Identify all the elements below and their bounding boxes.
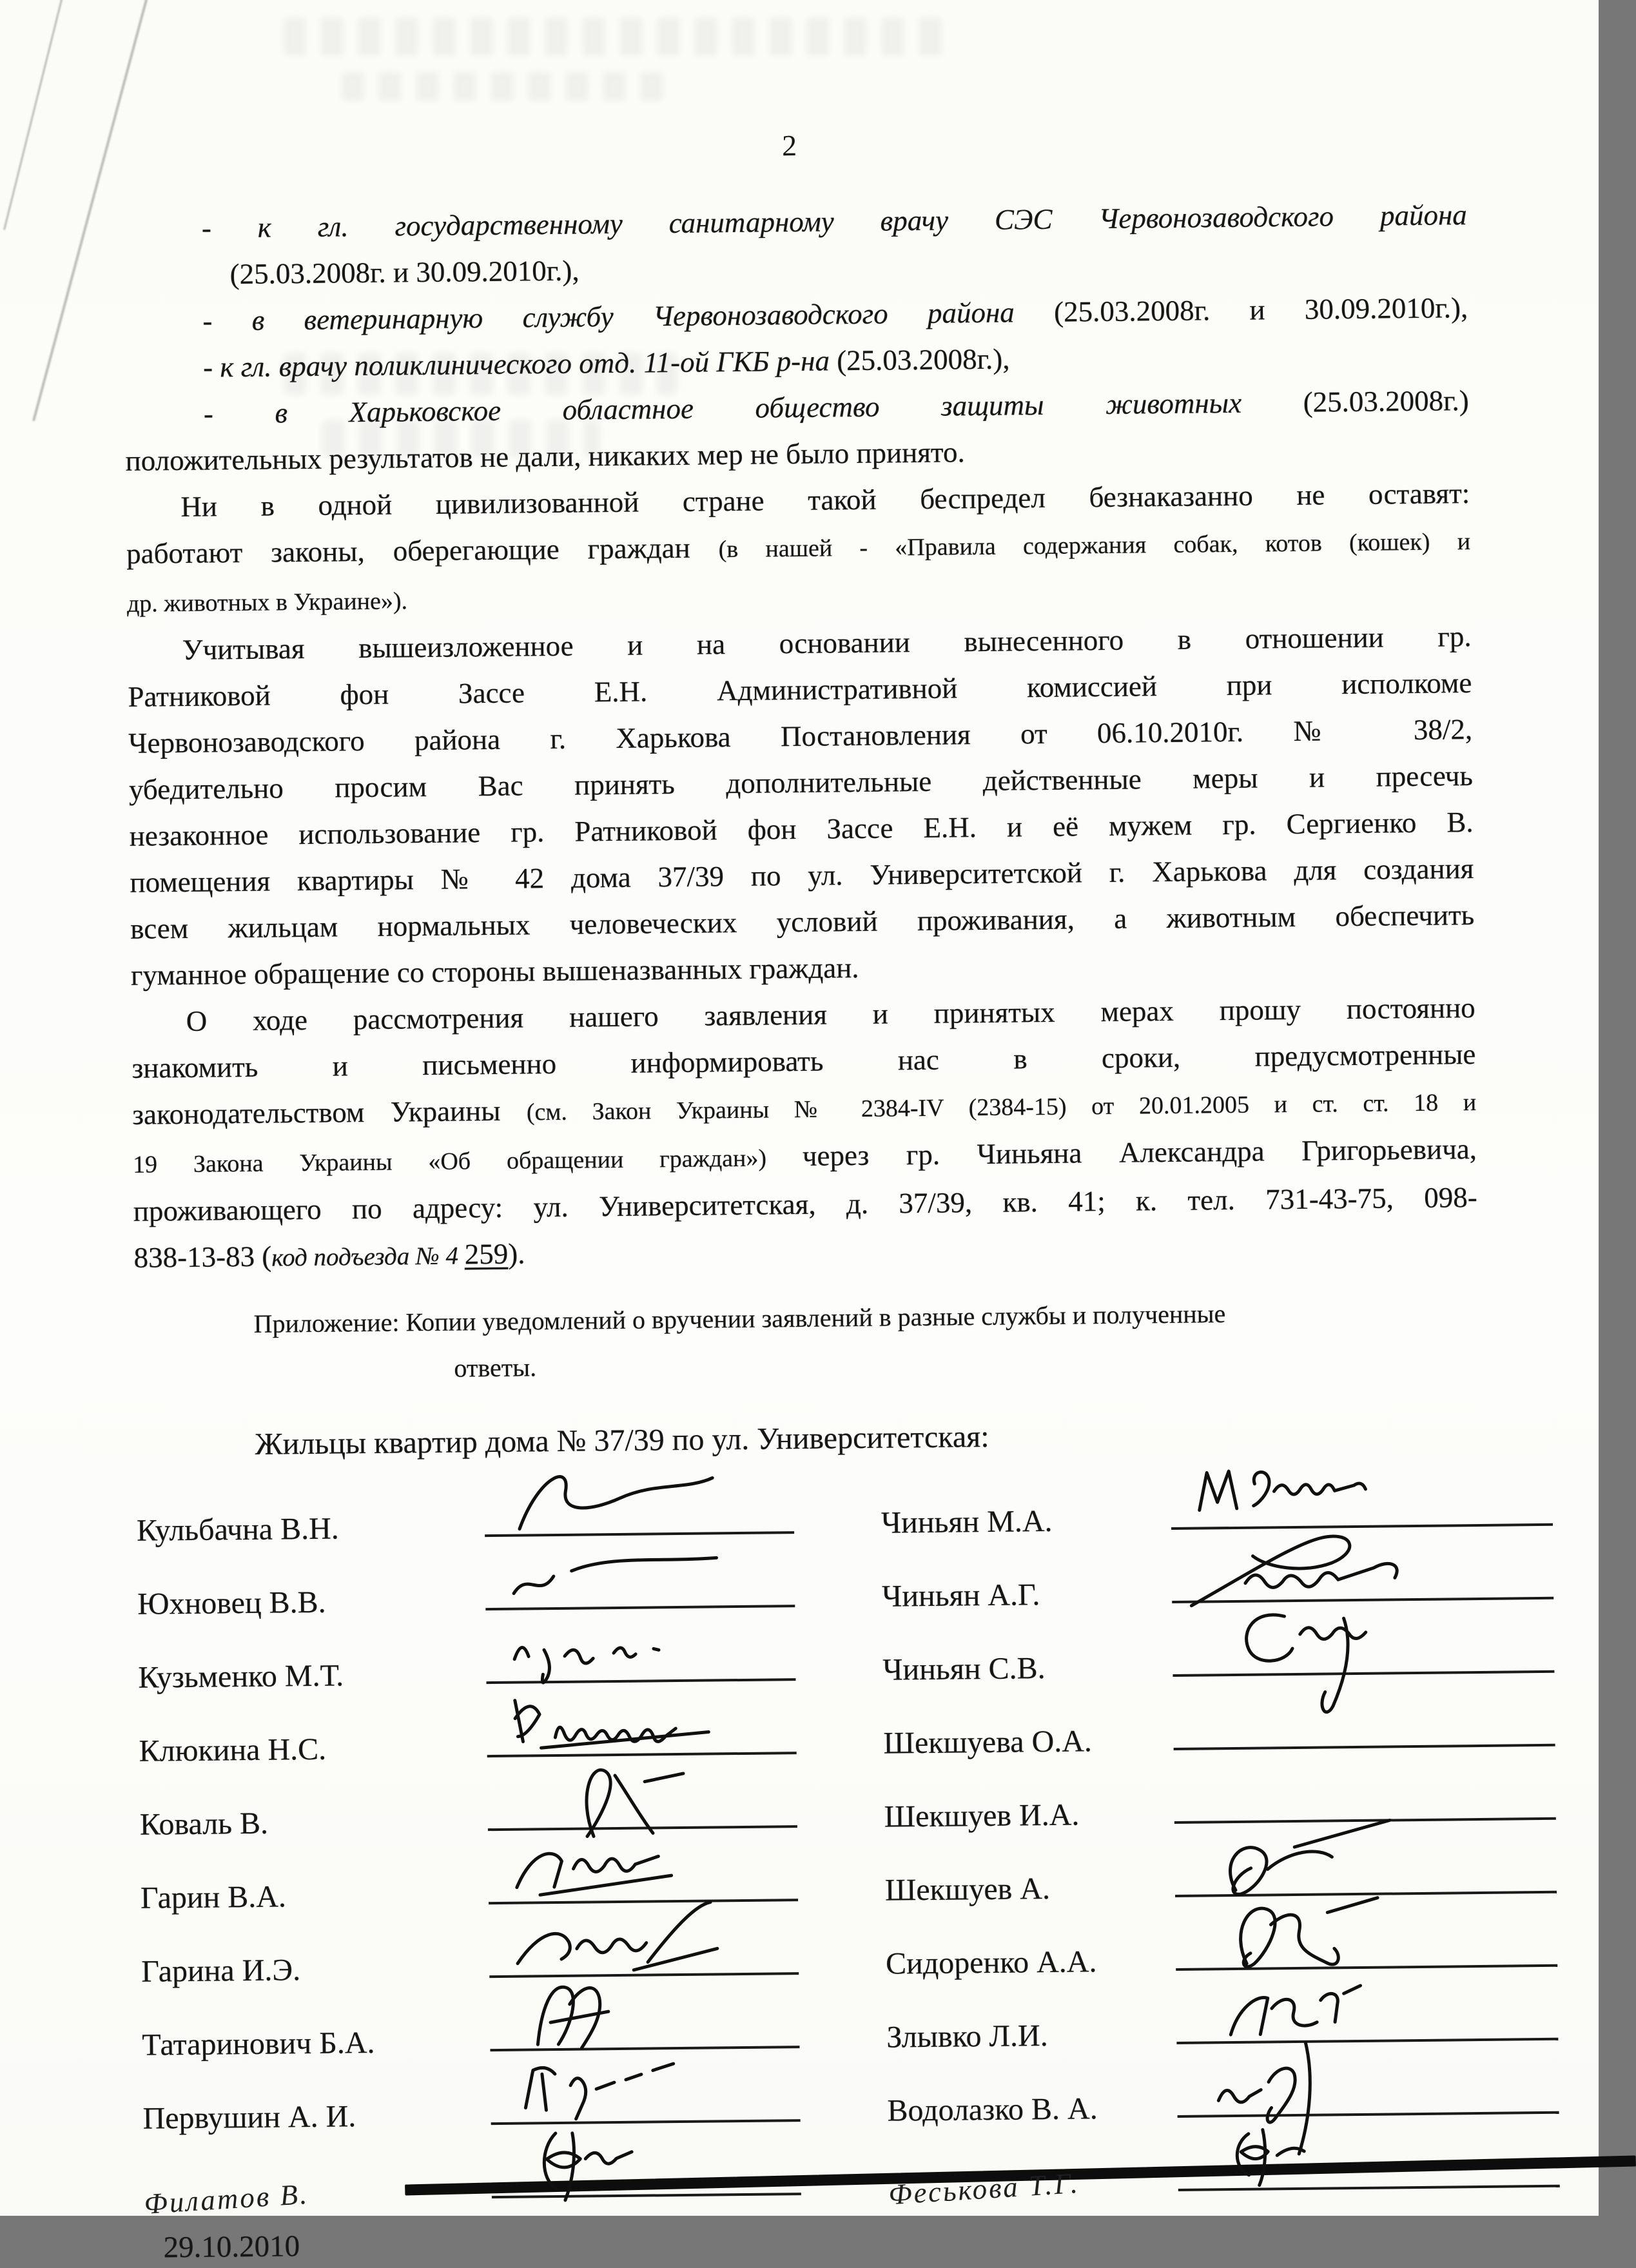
body-line-segment: знакомить и письменно информировать нас в сроки, предусмотренные	[131, 1038, 1476, 1084]
body-line-segment: 19 Закона Украины «Об обращении граждан»)	[132, 1144, 803, 1178]
signature-scribble	[1181, 1596, 1414, 1688]
resident-name: Шекшуев И.А.	[884, 1797, 1080, 1834]
resident-name: Шекшуева О.А.	[883, 1724, 1093, 1761]
body-line-segment: - в ветеринарную службу Червонозаводского района	[202, 295, 1055, 337]
attachment-note	[253, 1288, 1479, 1394]
body-line-segment: 259	[464, 1237, 509, 1271]
body-line-segment: Ни в одной цивилизованной стране такой беспредел безнаказанно не оставят:	[180, 477, 1470, 523]
signature-line	[492, 2189, 801, 2198]
resident-name: Клюкина Н.С.	[139, 1732, 327, 1768]
signature-row	[882, 1616, 1566, 1697]
resident-name: Кульбачна В.Н.	[136, 1511, 340, 1548]
resident-name: Чиньян А.Г.	[881, 1578, 1040, 1614]
signature-row	[883, 1690, 1567, 1770]
body-line-segment: проживающего по адресу: ул. Университетская, д. 37/39, кв. 41; к. тел. 731-43-75, 098-	[133, 1180, 1477, 1227]
body-line-segment: Ратниковой фон Зассе Е.Н. Административной комиссией при исполкоме	[128, 667, 1472, 713]
resident-name: Первушин А. И.	[142, 2099, 356, 2136]
body-line-segment: убедительно просим Вас принять дополнительные действенные меры и пресечь	[128, 759, 1474, 806]
resident-name: Сидоренко А.А.	[885, 1944, 1097, 1981]
body	[122, 191, 1477, 1283]
body-line-segment: код подъезда № 4	[271, 1242, 465, 1272]
page-number: 2	[781, 128, 797, 162]
body-line-segment: др. животных в Украине»).	[126, 587, 408, 618]
resident-name: Татаринович Б.А.	[142, 2025, 375, 2062]
body-line-segment: - к гл. государственному санитарному врачу СЭС Червонозаводского района	[201, 199, 1468, 244]
resident-name: Чиньян С.В.	[882, 1651, 1046, 1687]
body-line-segment: помещения квартиры № 42 дома 37/39 по ул. Университетской г. Харькова для создания	[130, 852, 1474, 899]
signature-line	[1174, 1740, 1555, 1750]
body-line-segment: (25.03.2008г.),	[836, 342, 1010, 377]
body-line-segment: 838-13-83 (	[133, 1240, 272, 1274]
resident-name: Филатов В.	[142, 2177, 310, 2220]
signature-row	[888, 2131, 1572, 2211]
body-line-segment: через гр. Чиньяна Александра Григорьевича,	[802, 1133, 1477, 1172]
body-line-segment: - в Харьковское областное общество защиты животных	[203, 386, 1303, 430]
resident-name: Кузьменко М.Т.	[138, 1658, 344, 1695]
signature-scribble	[500, 2117, 733, 2210]
attachment-line: ответы.	[454, 1353, 537, 1383]
body-line-segment: О ходе рассмотрения нашего заявления и принятых мерах прошу постоянно	[186, 992, 1475, 1037]
signature-column-right	[881, 1469, 1572, 2211]
signature-row	[143, 2138, 888, 2219]
signature-table	[136, 1469, 1572, 2219]
resident-name: Шекшуев А.	[884, 1871, 1051, 1908]
resident-name: Чиньян М.А.	[881, 1503, 1053, 1540]
body-line-segment: гуманное обращение со стороны вышеназванных граждан.	[130, 952, 859, 992]
body-line-segment: Червонозаводского района г. Харькова Постановления от 06.10.2010г. № 38/2,	[128, 713, 1473, 759]
body-line-segment: (25.03.2008г. и 30.09.2010г.),	[1053, 291, 1468, 328]
body-line-segment: (в нашей - «Правила содержания собак, котов (кошек) и	[718, 528, 1471, 563]
signature-line	[1178, 2181, 1560, 2191]
body-line-segment: - к гл. врачу поликлинического отд. 11-ой ГКБ р-на	[202, 344, 837, 384]
body-line-segment: незаконное использование гр. Ратниковой фон Зассе Е.Н. и её мужем гр. Сергиенко В.	[129, 806, 1474, 852]
residents-heading: Жильцы квартир дома № 37/39 по ул. Университетская:	[255, 1419, 989, 1461]
body-line-segment: (25.03.2008г.)	[1303, 384, 1470, 418]
body-line-segment: всем жильцам нормальных человеческих условий проживания, а животным обеспечить	[130, 899, 1475, 945]
body-line-segment: (25.03.2008г. и 30.09.2010г.),	[229, 254, 579, 291]
body-line-segment: законодательством Украины	[131, 1094, 527, 1131]
body-line-segment: (см. Закон Украины № 2384-IV (2384-15) от 20.01.2005 и ст. ст. 18 и	[526, 1089, 1477, 1126]
resident-name: Юхновец В.В.	[137, 1585, 326, 1621]
signature-scribble	[1187, 2110, 1419, 2203]
document-date: 29.10.2010	[163, 2229, 300, 2265]
signature-column-left	[136, 1476, 888, 2219]
resident-name: Гарина И.Э.	[141, 1953, 301, 1989]
body-line-segment: ).	[507, 1237, 525, 1270]
attachment-line: Приложение: Копии уведомлений о вручении заявлений в разные службы и полученные	[253, 1299, 1226, 1338]
resident-name: Злывко Л.И.	[886, 2019, 1048, 2055]
body-line-segment: Учитывая вышеизложенное и на основании вынесенного в отношении гр.	[182, 620, 1472, 666]
resident-name: Феськова Т.Г.	[887, 2166, 1081, 2211]
signature-line	[1173, 1667, 1554, 1677]
body-line-segment: положительных результатов не дали, никаких мер не было принято.	[125, 436, 965, 477]
resident-name: Коваль В.	[139, 1806, 269, 1842]
resident-name: Водолазко В. А.	[887, 2091, 1098, 2128]
resident-name: Гарин В.А.	[140, 1879, 287, 1915]
body-line-segment: работают законы, оберегающие граждан	[126, 531, 719, 570]
